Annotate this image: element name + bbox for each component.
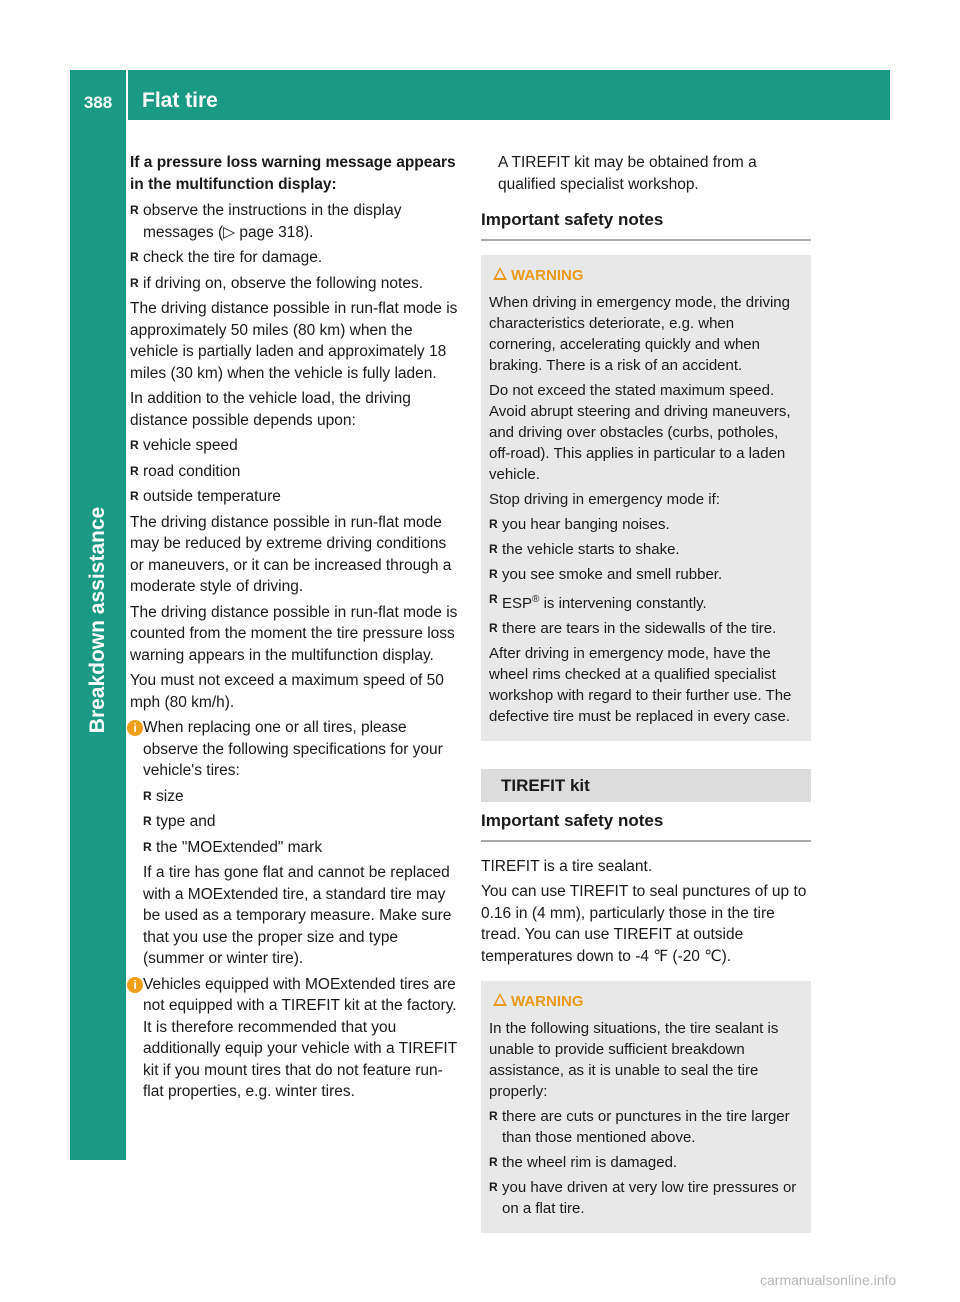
paragraph: You must not exceed a maximum speed of 50 mph (80 km/h). [130, 672, 444, 711]
list-item: R if driving on, observe the following notes. [130, 273, 460, 295]
paragraph: A TIREFIT kit may be obtained from a qualified specialist workshop. [498, 154, 757, 193]
warning-header [489, 991, 803, 1012]
left-column [130, 152, 460, 1107]
paragraph: The driving distance possible in run-flat mode may be reduced by extreme driving conditions or maneuvers, or it can be increased through a moderate style of driving. [130, 513, 452, 595]
watermark: carmanualsonline.info [760, 1272, 897, 1288]
info-icon: i [127, 977, 143, 993]
warning-box [481, 255, 811, 741]
paragraph: In addition to the vehicle load, the driving distance possible depends upon: [130, 390, 411, 429]
warning-text: Stop driving in emergency mode if: [489, 490, 720, 508]
note-text: Vehicles equipped with MOExtended tires are not equipped with a TIREFIT kit at the factory. It is therefore recommended that you additionally equip your vehicle with a TIREFIT kit if you mount tires that do not feature run-flat properties, e.g. winter tires. [143, 975, 457, 1100]
list-item: R vehicle speed [130, 435, 460, 457]
tire-specs-list [143, 786, 460, 859]
list-item: R outside temperature [130, 486, 460, 508]
header-divider [126, 70, 128, 120]
safety-notes-heading: Important safety notes [481, 810, 811, 842]
warning-text: When driving in emergency mode, the driving characteristics deteriorate, e.g. when cornering, accelerating quickly and when braking. There is a risk of an accident. [489, 293, 790, 374]
list-item: R there are cuts or punctures in the tire larger than those mentioned above. [489, 1106, 803, 1148]
note-text: When replacing one or all tires, please observe the following specifications for your vehicle's tires: [143, 719, 443, 779]
list-item: R there are tears in the sidewalls of the tire. [489, 618, 803, 639]
note-text: If a tire has gone flat and cannot be replaced with a MOExtended tire, a standard tire may be used as a temporary measure. Make sure that you use the proper size and type (summer or winter tire). [143, 864, 452, 967]
pressure-loss-heading: If a pressure loss warning message appears in the multifunction display: [130, 154, 456, 193]
warning-text: Do not exceed the stated maximum speed. Avoid abrupt steering and driving maneuvers, and driving over obstacles (curbs, potholes, off-road). This applies in particular to a laden vehicle. [489, 381, 791, 483]
distance-factors [130, 435, 460, 508]
list-item: R check the tire for damage. [130, 247, 460, 269]
list-item: R you have driven at very low tire pressures or on a flat tire. [489, 1177, 803, 1219]
esp-label: ESP [502, 594, 533, 612]
list-item: R the wheel rim is damaged. [489, 1152, 803, 1173]
paragraph: The driving distance possible in run-flat mode is approximately 50 miles (80 km) when the vehicle is partially laden and approximately 18 miles (30 km) when the vehicle is fully laden. [130, 300, 458, 382]
info-icon: i [127, 720, 143, 736]
sidebar-label: Breakdown assistance [86, 506, 109, 734]
warning-icon [493, 267, 507, 280]
list-item: R you hear banging noises. [489, 514, 803, 535]
warning-text: In the following situations, the tire sealant is unable to provide sufficient breakdown assistance, as it is unable to seal the tire properly: [489, 1020, 779, 1100]
pressure-loss-actions [130, 200, 460, 294]
list-item [489, 589, 803, 614]
list-item: R road condition [130, 461, 460, 483]
registered-mark: ® [532, 593, 540, 605]
warning-box [481, 981, 811, 1233]
list-item: R the "MOExtended" mark [143, 837, 460, 859]
paragraph: TIREFIT is a tire sealant. [481, 857, 653, 875]
list-item: R observe the instructions in the display messages (▷ page 318). [130, 200, 460, 243]
section-title: Flat tire [142, 89, 218, 112]
list-item: R the vehicle starts to shake. [489, 539, 803, 560]
sealant-limits-list [489, 1106, 803, 1219]
stop-conditions-list [489, 514, 803, 639]
warning-label: WARNING [511, 993, 584, 1010]
list-item-text: is intervening constantly. [543, 594, 707, 612]
right-column [481, 152, 811, 1233]
info-note [130, 974, 460, 1103]
tirefit-heading: TIREFIT kit [481, 769, 811, 803]
paragraph: You can use TIREFIT to seal punctures of up to 0.16 in (4 mm), particularly those in the tire tread. You can use TIREFIT at outside temperatures down to -4 ℉ (-20 ℃). [481, 883, 807, 965]
warning-text: After driving in emergency mode, have the wheel rims checked at a qualified specialist workshop with regard to their further use. The defective tire must be replaced in every case. [489, 644, 792, 725]
safety-notes-heading: Important safety notes [481, 209, 811, 241]
warning-label: WARNING [511, 266, 584, 284]
list-item: R type and [143, 811, 460, 833]
warning-icon [493, 993, 507, 1006]
paragraph: The driving distance possible in run-flat mode is counted from the moment the tire pressure loss warning appears in the multifunction display. [130, 603, 458, 664]
page-number: 388 [70, 70, 126, 120]
list-item: R size [143, 786, 460, 808]
warning-header [489, 265, 803, 286]
list-item: R you see smoke and smell rubber. [489, 564, 803, 585]
info-note [130, 717, 460, 970]
